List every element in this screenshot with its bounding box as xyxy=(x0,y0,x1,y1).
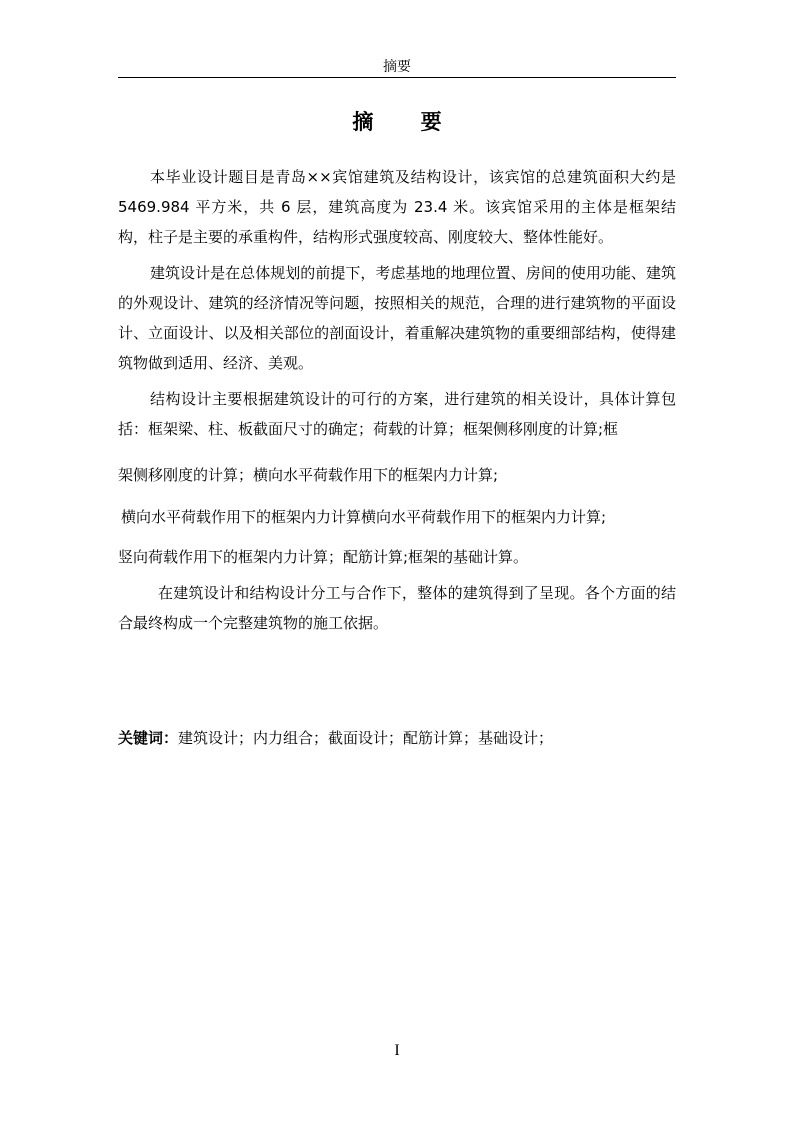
abstract-title: 摘 要 xyxy=(352,110,462,134)
abstract-paragraph-4: 在建筑设计和结构设计分工与合作下，整体的建筑得到了呈现。各个方面的结合最终构成一个完整建筑物的施工依据。 xyxy=(118,584,676,632)
header-rule xyxy=(118,77,676,78)
abstract-paragraph-3-line-2: 架侧移刚度的计算；横向水平荷载作用下的框架内力计算; xyxy=(118,466,499,484)
page-number: I xyxy=(394,1042,400,1059)
abstract-paragraph-1: 本毕业设计题目是青岛××宾馆建筑及结构设计，该宾馆的总建筑面积大约是 5469.984 平方米，共 6 层，建筑高度为 23.4 米。该宾馆采用的主体是框架结构，柱子是主要的承重构件，结构形式强度较高、刚度较大、整体性能好。 xyxy=(118,168,676,246)
keywords-label: 关键词： xyxy=(118,729,179,747)
keywords-line xyxy=(118,726,676,750)
abstract-paragraph-3: 结构设计主要根据建筑设计的可行的方案，进行建筑的相关设计，具体计算包括：框架梁、柱、板截面尺寸的确定；荷载的计算；框架侧移刚度的计算;框 xyxy=(118,390,676,438)
abstract-paragraph-3-line-3: 横向水平荷载作用下的框架内力计算横向水平荷载作用下的框架内力计算; xyxy=(121,508,607,526)
abstract-paragraph-2: 建筑设计是在总体规划的前提下，考虑基地的地理位置、房间的使用功能、建筑的外观设计、建筑的经济情况等问题，按照相关的规范，合理的进行建筑物的平面设计、立面设计、以及相关部位的剖面设计，着重解决建筑物的重要细部结构，使得建筑物做到适用、经济、美观。 xyxy=(118,264,676,372)
abstract-paragraph-3-line-4: 竖向荷载作用下的框架内力计算；配筋计算;框架的基础计算。 xyxy=(118,548,529,566)
keywords-text: 建筑设计；内力组合；截面设计；配筋计算；基础设计； xyxy=(178,729,554,747)
page-header: 摘要 xyxy=(383,59,411,75)
